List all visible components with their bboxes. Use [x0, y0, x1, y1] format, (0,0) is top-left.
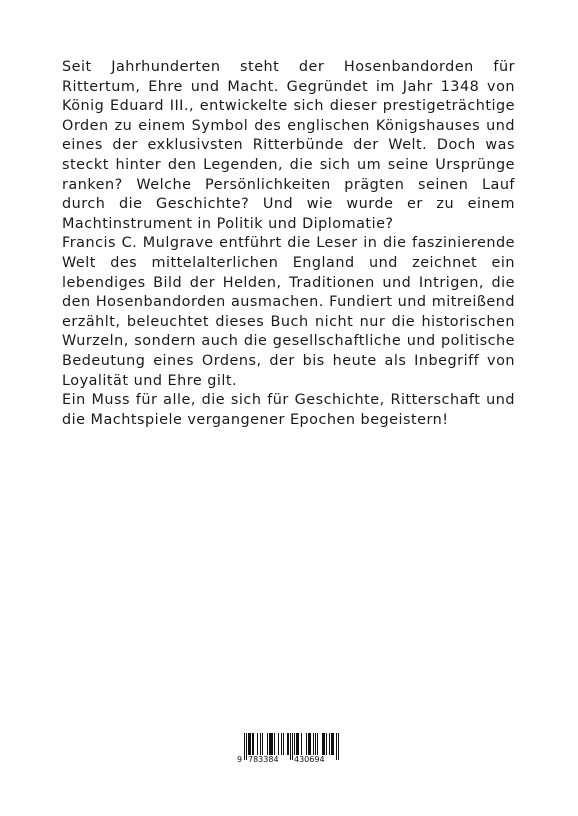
isbn-barcode — [236, 733, 340, 771]
barcode-bar — [253, 733, 254, 755]
barcode-bar — [333, 733, 334, 755]
barcode-digits — [236, 755, 340, 767]
barcode-bar — [306, 733, 307, 755]
barcode-bar — [310, 733, 311, 755]
barcode-bar — [294, 733, 295, 755]
barcode-bar — [267, 733, 268, 755]
barcode-bar — [250, 733, 251, 755]
barcode-bar — [269, 733, 270, 755]
barcode-right-group: 430694 — [294, 755, 325, 764]
barcode-bar — [257, 733, 258, 755]
back-cover-blurb — [62, 58, 515, 430]
barcode-bar — [315, 733, 316, 755]
barcode-bar — [322, 733, 323, 755]
barcode-bar — [323, 733, 324, 755]
barcode-bar — [309, 733, 310, 755]
barcode-bar — [313, 733, 314, 755]
barcode-bar — [301, 733, 302, 755]
barcode-bar — [281, 733, 282, 755]
barcode-bar — [326, 733, 327, 755]
barcode-bar — [331, 733, 332, 755]
barcode-bar — [329, 733, 330, 755]
barcode-bar — [324, 733, 325, 755]
barcode-bar — [260, 733, 261, 755]
barcode-bar — [317, 733, 318, 755]
barcode-bar — [272, 733, 273, 755]
barcode-bar — [271, 733, 272, 755]
barcode-bar — [298, 733, 299, 755]
barcode-bar — [308, 733, 309, 755]
barcode-bar — [249, 733, 250, 755]
barcode-bar — [274, 733, 275, 755]
barcode-bar — [278, 733, 279, 755]
barcode-bar — [252, 733, 253, 755]
barcode-bar — [288, 733, 289, 755]
barcode-lead-digit: 9 — [237, 755, 243, 764]
barcode-bar — [283, 733, 284, 755]
barcode-bar — [296, 733, 297, 755]
blurb-paragraph-2: Francis C. Mulgrave entführt die Leser in die faszinierende Welt des mittelalterlichen England und zeichnet ein lebendiges Bild der Helden, Traditionen und Intrigen, die den Hosenbandorden ausmachen. Fundiert und mitreißend erzählt, beleuchtet dieses Buch nicht nur die historischen Wurzeln, sondern auch die gesellschaftliche und politische Bedeutung eines Ordens, der bis heute als Inbegriff von Loyalität und Ehre gilt. — [62, 235, 515, 389]
blurb-paragraph-1: Seit Jahrhunderten steht der Hosenbandorden für Rittertum, Ehre und Macht. Gegründet im Jahr 1348 von König Eduard III., entwickelte sich dieser prestigeträchtige Orden zu einem Symbol des englischen Königshauses und eines der exklusivsten Ritterbünde der Welt. Doch was steckt hinter den Legenden, die sich um seine Ursprünge ranken? Welche Persönlichkeiten prägten seinen Lauf durch die Geschichte? Und wie wurde er zu einem Machtinstrument in Politik und Diplomatie? — [62, 59, 515, 232]
barcode-bar — [248, 733, 249, 755]
barcode-left-group: 783384 — [248, 755, 279, 764]
blurb-paragraph-3: Ein Muss für alle, die sich für Geschichte, Ritterschaft und die Machtspiele vergangener Epochen begeistern! — [62, 392, 515, 428]
barcode-bar — [270, 733, 271, 755]
barcode-bar — [297, 733, 298, 755]
barcode-bar — [332, 733, 333, 755]
barcode-bar — [287, 733, 288, 755]
barcode-bar — [262, 733, 263, 755]
